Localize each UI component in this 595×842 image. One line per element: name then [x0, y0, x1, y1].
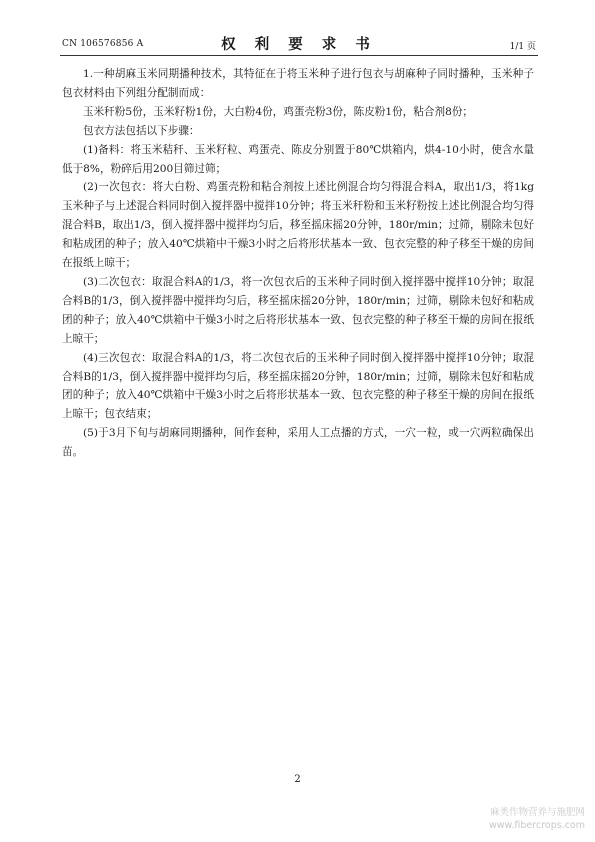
- claim-paragraph: 1.一种胡麻玉米同期播种技术，其特征在于将玉米种子进行包衣与胡麻种子同时播种，玉米种子包衣材料由下列组分配制而成：: [62, 68, 534, 99]
- watermark-url: www.fibercrops.com: [488, 820, 585, 831]
- claim-paragraph: 玉米秆粉5份，玉米籽粉1份，大白粉4份，鸡蛋壳粉3份，陈皮粉1份，粘合剂8份；: [83, 105, 474, 118]
- claim-paragraph: (4)三次包衣：取混合料A的1/3，将二次包衣后的玉米种子同时倒入搅拌器中搅拌10分钟；取混合料B的1/3，倒入搅拌器中搅拌均匀后，移至摇床摇20分钟，180r/min；过筛，剔除未包好和粘成团的种子；放入40℃烘箱中干燥3小时之后将形状基本一致、包衣完整的种子移至干燥的房间在报纸上晾干；包衣结束；: [62, 351, 534, 421]
- document-title: 权 利 要 求 书: [221, 36, 377, 53]
- claim-paragraph: (5)于3月下旬与胡麻同期播种，间作套种，采用人工点播的方式，一穴一粒，或一穴两粒确保出苗。: [62, 427, 534, 459]
- watermark-site-name: 麻类作物营养与施肥网: [489, 807, 585, 818]
- page-count: 1/1 页: [509, 42, 536, 52]
- claim-paragraph: 包衣方法包括以下步骤：: [83, 124, 200, 137]
- page-header: [62, 30, 536, 52]
- claim-paragraph: (2)一次包衣：将大白粉、鸡蛋壳粉和粘合剂按上述比例混合均匀得混合料A，取出1/3，将1kg玉米种子与上述混合料同时倒入搅拌器中搅拌10分钟；将玉米秆粉和玉米籽粉按上述比例混合均匀得混合料B，取出1/3，倒入搅拌器中搅拌均匀后，移至摇床摇20分钟，180r/min；过筛，剔除未包好和粘成团的种子；放入40℃烘箱中干燥3小时之后将形状基本一致、包衣完整的种子移至干燥的房间在报纸上晾干；: [62, 181, 534, 270]
- claim-paragraph: (3)二次包衣：取混合料A的1/3，将一次包衣后的玉米种子同时倒入搅拌器中搅拌10分钟；取混合料B的1/3，倒入搅拌器中搅拌均匀后，移至摇床摇20分钟，180r/min；过筛，剔除未包好和粘成团的种子；放入40℃烘箱中干燥3小时之后将形状基本一致、包衣完整的种子移至干燥的房间在报纸上晾干；: [62, 275, 534, 345]
- claims-body: [62, 65, 534, 462]
- page-number: 2: [294, 774, 301, 785]
- publication-number: CN 106576856 A: [62, 39, 144, 49]
- watermark: [489, 806, 585, 832]
- header-divider: [60, 55, 538, 56]
- claim-paragraph: (1)备料：将玉米秸秆、玉米籽粒、鸡蛋壳、陈皮分别置于80℃烘箱内，烘4-10小时，使含水量低于8%，粉碎后用200目筛过筛；: [62, 143, 534, 175]
